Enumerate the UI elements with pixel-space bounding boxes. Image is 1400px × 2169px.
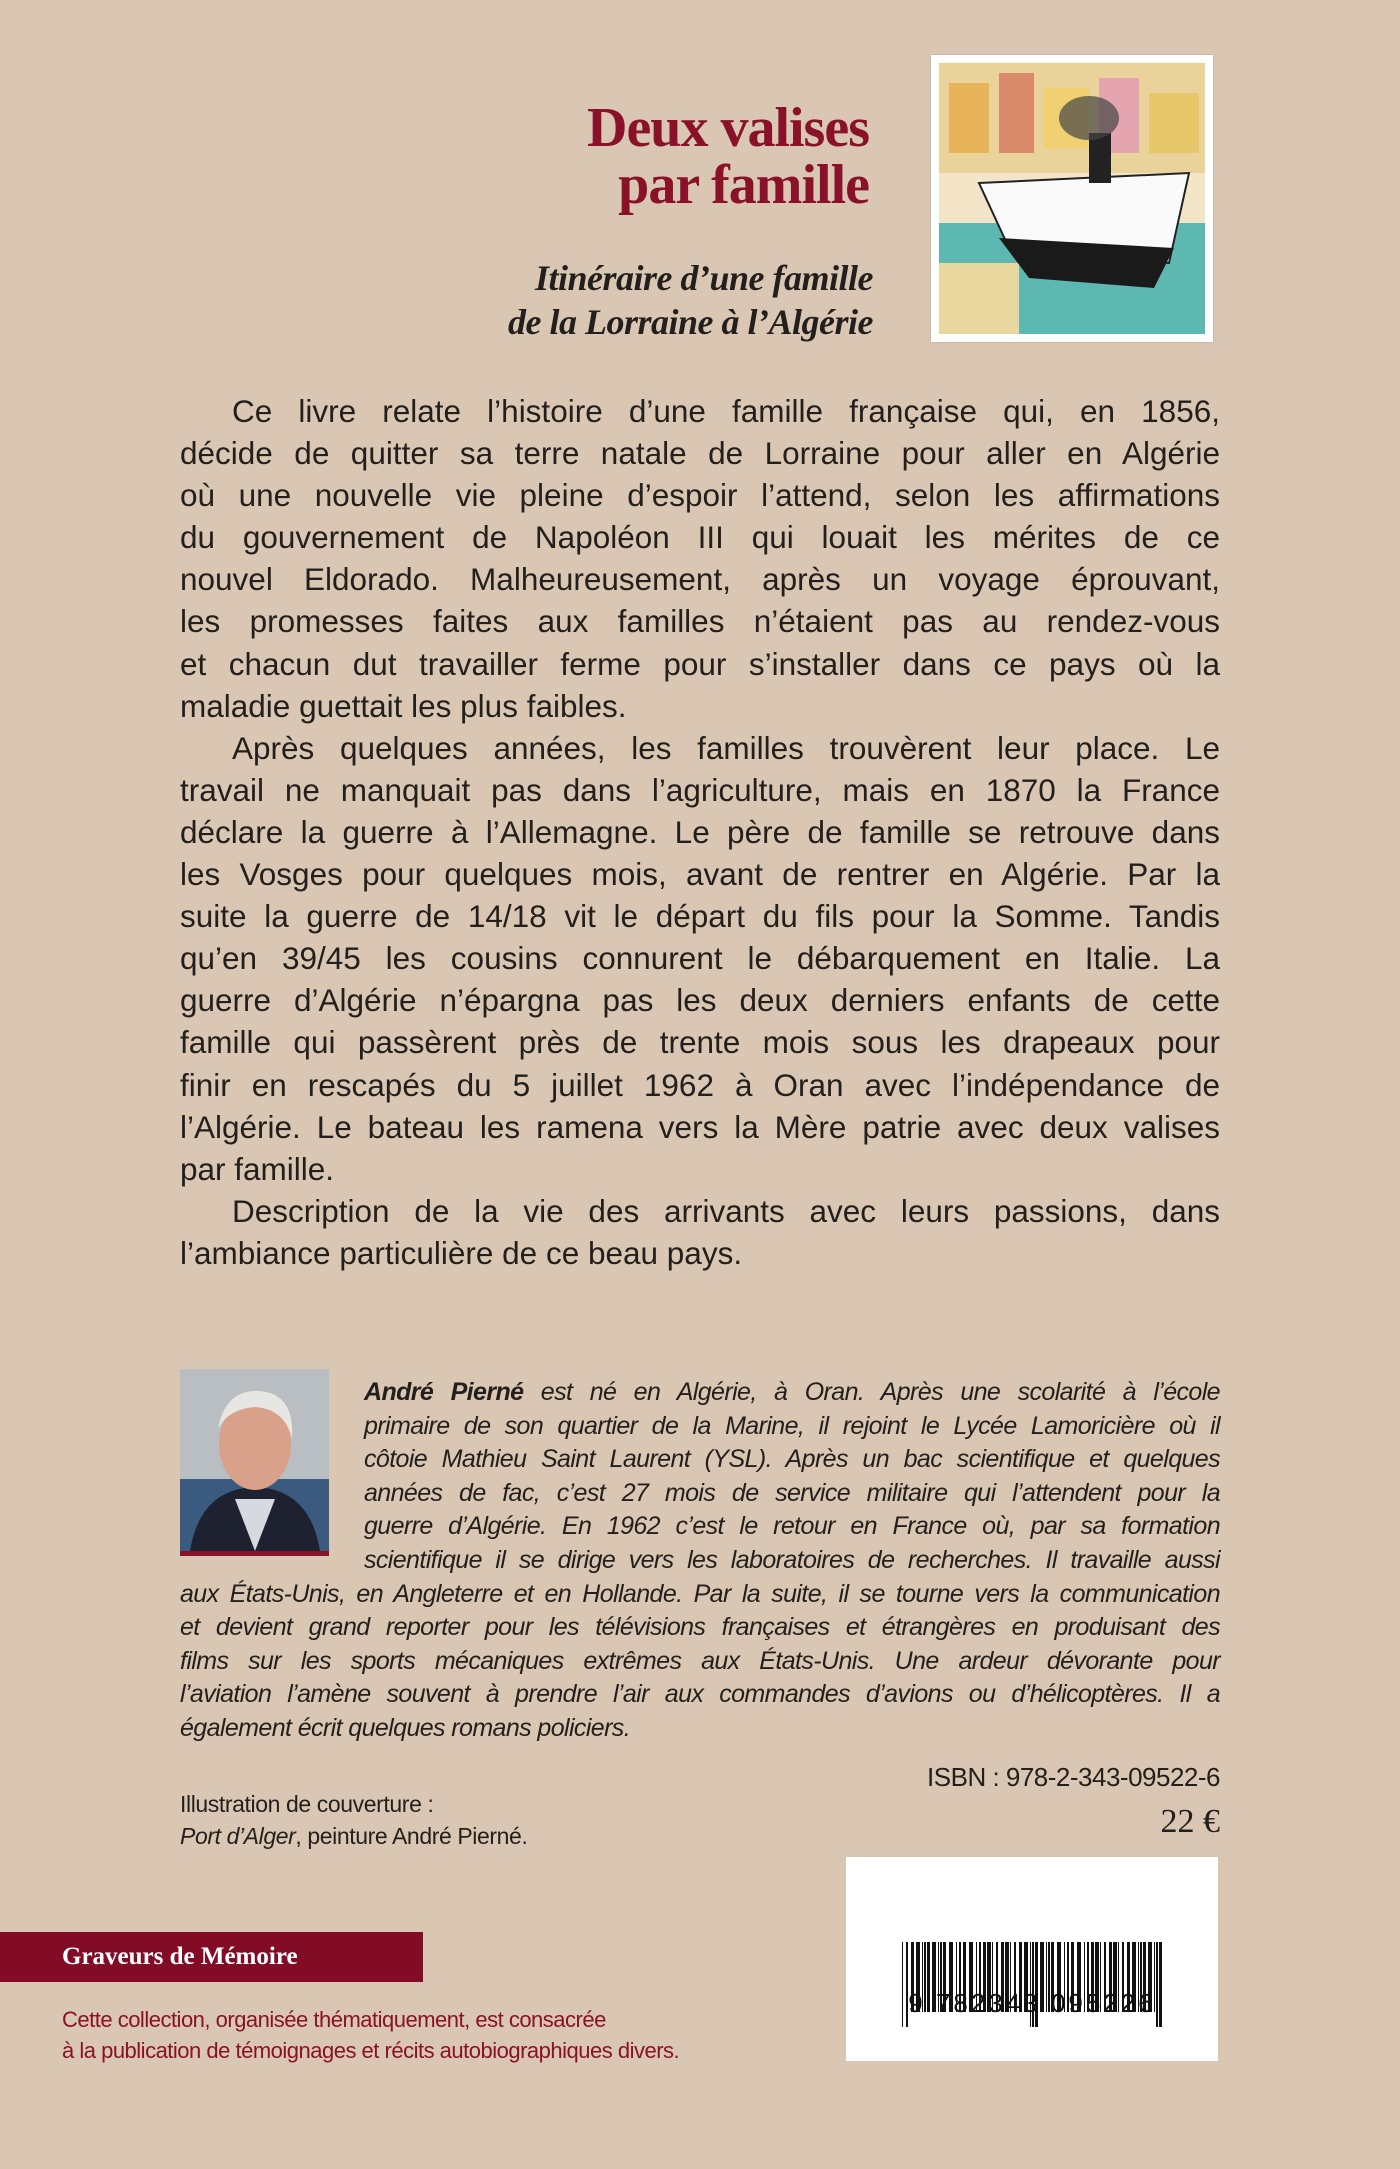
description-line: décide de quitter sa terre natale de Lorraine pour aller en Algérie — [180, 435, 1220, 472]
description-line: guerre d’Algérie n’épargna pas les deux derniers enfants de cette — [180, 982, 1220, 1019]
barcode-bar — [1159, 1942, 1162, 2027]
description-line: et chacun dut travailler ferme pour s’installer dans ce pays où la — [180, 645, 1220, 682]
bio-text: est né en Algérie, à Oran. Après une scolarité à l’école — [523, 1378, 1220, 1406]
subtitle-line: Itinéraire d’une famille — [535, 258, 873, 298]
barcode — [846, 1857, 1218, 2061]
illustration-work: Port d’Alger — [180, 1823, 296, 1849]
bio-line: scientifique il se dirige vers les laboratoires de recherches. Il travaille aussi — [364, 1545, 1220, 1574]
bio-line: films sur les sports mécaniques extrêmes aux États-Unis. Une ardeur dévorante pour — [180, 1646, 1220, 1675]
collection-name: Graveurs de Mémoire — [0, 1932, 423, 1982]
bio-line: primaire de son quartier de la Marine, il rejoint le Lycée Lamoricière où il — [364, 1411, 1220, 1440]
book-description — [180, 390, 1220, 1274]
description-line: famille qui passèrent près de trente mois sous les drapeaux pour — [180, 1024, 1220, 1061]
description-line: du gouvernement de Napoléon III qui louait les mérites de ce — [180, 519, 1220, 556]
description-line: Ce livre relate l’histoire d’une famille française qui, en 1856, — [232, 393, 1220, 429]
port-painting-image — [939, 63, 1205, 334]
book-subtitle — [508, 256, 873, 344]
description-line: nouvel Eldorado. Malheureusement, après un voyage éprouvant, — [180, 561, 1220, 598]
description-line: les Vosges pour quelques mois, avant de rentrer en Algérie. Par la — [180, 856, 1220, 893]
title-line: par famille — [618, 154, 869, 216]
description-line: par famille. — [180, 1150, 335, 1187]
bio-line: l’aviation l’amène souvent à prendre l’air aux commandes d’avions ou d’hélicoptères. Il a — [180, 1680, 1220, 1709]
description-line: Après quelques années, les familles trouvèrent leur place. Le — [232, 729, 1220, 766]
description-line: travail ne manquait pas dans l’agriculture, mais en 1870 la France — [180, 771, 1220, 808]
author-name: André Pierné — [364, 1378, 524, 1406]
barcode-bars — [846, 1857, 1218, 2061]
description-line: les promesses faites aux familles n’étaient pas au rendez-vous — [180, 603, 1220, 640]
collection-line: à la publication de témoignages et récits autobiographiques divers. — [62, 2038, 680, 2063]
price: 22 € — [1160, 1803, 1220, 1840]
book-title — [587, 97, 869, 216]
cover-painting — [931, 55, 1213, 342]
illustration-credit — [180, 1788, 527, 1852]
bio-line — [364, 1376, 1220, 1410]
description-line: finir en rescapés du 5 juillet 1962 à Oran avec l’indépendance de — [180, 1066, 1220, 1103]
collection-description — [62, 2004, 679, 2066]
description-line: Description de la vie des arrivants avec leurs passions, dans — [232, 1192, 1220, 1229]
bio-line: et devient grand reporter pour les télévisions françaises et étrangères en produisant des — [180, 1613, 1220, 1642]
author-biography — [180, 1376, 1220, 1746]
description-line: l’Algérie. Le bateau les ramena vers la Mère patrie avec deux valises — [180, 1108, 1220, 1145]
description-line: l’ambiance particulière de ce beau pays. — [180, 1234, 743, 1271]
subtitle-line: de la Lorraine à l’Algérie — [508, 302, 873, 342]
isbn: ISBN : 978-2-343-09522-6 — [927, 1762, 1220, 1792]
description-line: qu’en 39/45 les cousins connurent le débarquement en Italie. La — [180, 940, 1220, 977]
title-line: Deux valises — [587, 97, 869, 159]
bio-line: aux États-Unis, en Angleterre et en Hollande. Par la suite, il se tourne vers la communication — [180, 1579, 1220, 1608]
bio-line: côtoie Mathieu Saint Laurent (YSL). Après un bac scientifique et quelques — [364, 1445, 1220, 1474]
description-line: où une nouvelle vie pleine d’espoir l’attend, selon les affirmations — [180, 477, 1220, 514]
illustration-rest: , peinture André Pierné. — [295, 1823, 528, 1849]
bio-line: années de fac, c’est 27 mois de service militaire qui l’attendent pour la — [364, 1478, 1220, 1507]
bio-line: également écrit quelques romans policiers. — [180, 1713, 631, 1742]
collection-line: Cette collection, organisée thématiquement, est consacrée — [62, 2007, 606, 2032]
illustration-label: Illustration de couverture : — [180, 1791, 434, 1817]
description-line: maladie guettait les plus faibles. — [180, 687, 627, 724]
barcode-bar — [1156, 1942, 1158, 2027]
bio-line: guerre d’Algérie. En 1962 c’est le retour en France où, par sa formation — [364, 1512, 1220, 1541]
description-line: déclare la guerre à l’Allemagne. Le père de famille se retrouve dans — [180, 813, 1220, 850]
description-line: suite la guerre de 14/18 vit le départ du fils pour la Somme. Tandis — [180, 898, 1220, 935]
barcode-bar — [902, 1942, 903, 2027]
barcode-number: 9 782343 095226 — [908, 1988, 1156, 2018]
